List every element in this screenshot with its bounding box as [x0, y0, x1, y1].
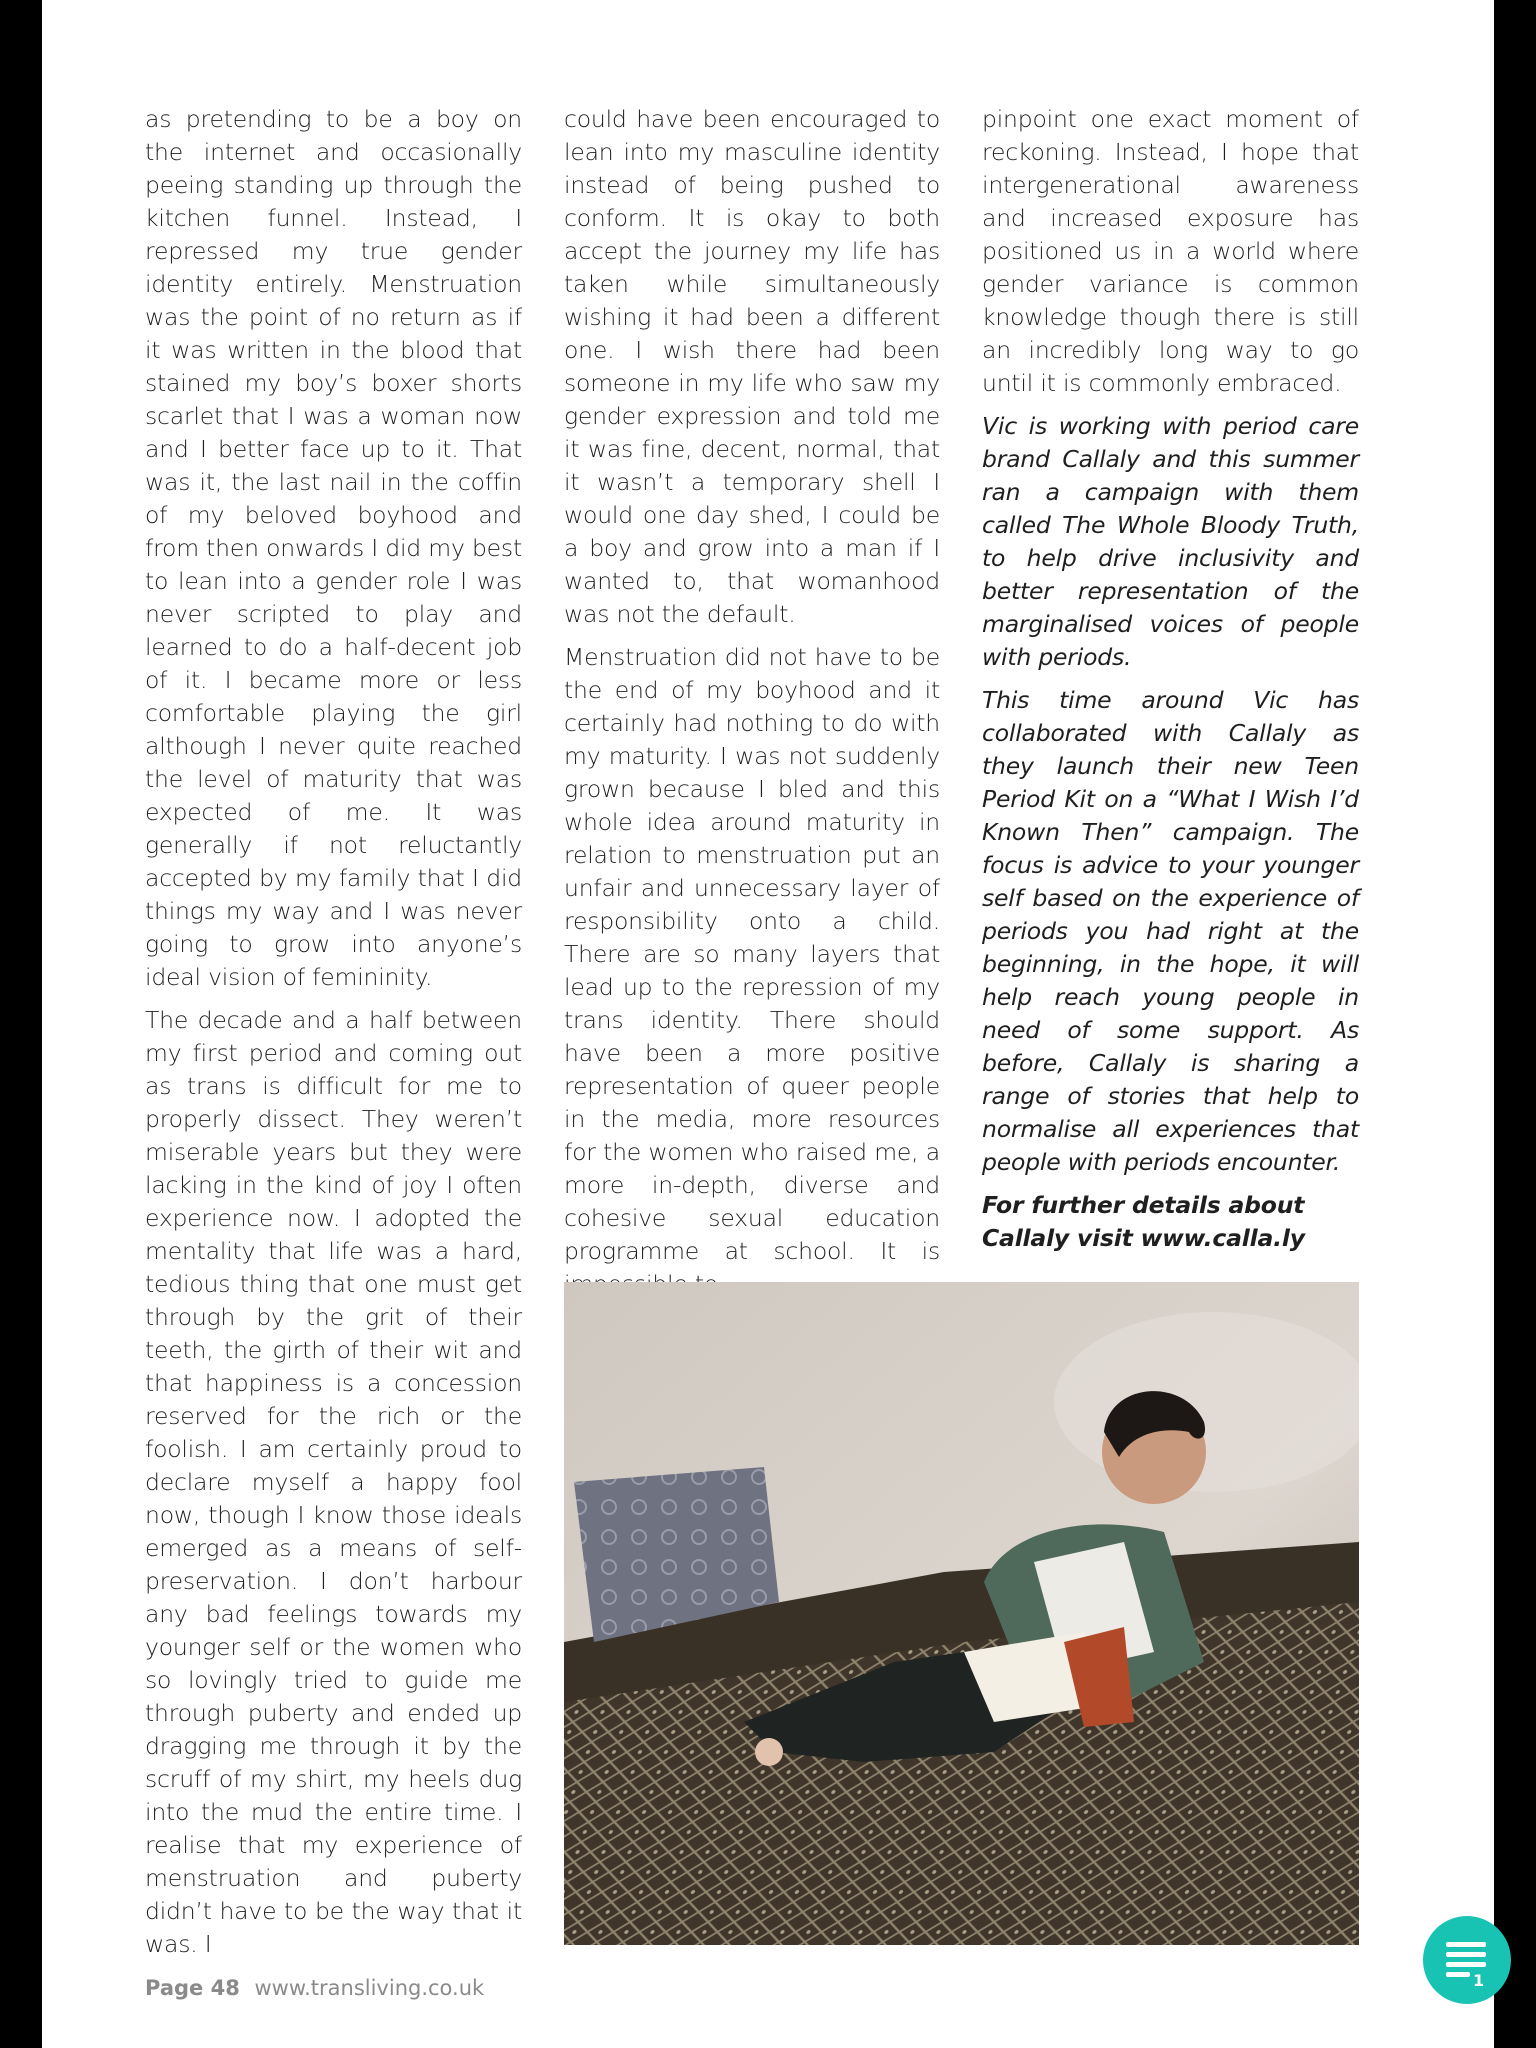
further-details: For further details about Callaly visit www.calla.ly — [982, 1191, 1305, 1252]
italic-paragraph: Vic is working with period care brand Callaly and this summer ran a campaign with them called The Whole Bloody Truth, to help drive inclusivity and better representation of the marginalised voices of people with periods. — [982, 412, 1359, 671]
paragraph: pinpoint one exact moment of reckoning. Instead, I hope that intergenerational awareness and increased exposure has positioned us in a world where gender variance is common knowledge though there is still an incredibly long way to go until it is commonly embraced. — [982, 105, 1359, 397]
paragraph: could have been encouraged to lean into my masculine identity instead of being pushed to conform. It is okay to both accept the journey my life has taken while simultaneously wishing it had been a different one. I wish there had been someone in my life who saw my gender expression and told me it was fine, decent, normal, that it wasn’t a temporary shell I would one day shed, I could be a boy and grow into a man if I wanted to, that womanhood was not the default. — [564, 105, 940, 628]
paragraph: Menstruation did not have to be the end of my boyhood and it certainly had nothing to do with my maturity. I was not suddenly grown because I bled and this whole idea around maturity in relation to menstruation put an unfair and unnecessary layer of responsibility onto a child. There are so many layers that lead up to the repression of my trans identity. There should have been a more positive representation of queer people in the media, more resources for the women who raised me, a more in-depth, diverse and cohesive sexual education programme at school. It is — [564, 643, 940, 1265]
italic-paragraph: This time around Vic has collaborated with Callaly as they launch their new Teen Period Kit on a “What I Wish I’d Known Then” campaign. The focus is advice to your younger self based on the experience of periods you had right at the beginning, in the hope, it will help reach young people in need of some support. As before, Callaly is sharing a range of stories that help to normalise all experiences that people with periods encounter. — [982, 686, 1359, 1176]
paragraph: as pretending to be a boy on the internet and occasionally peeing standing up through the kitchen funnel. Instead, I repressed my true gender identity entirely. Menstruation was the point of no return as if it was written in the blood that stained my boy’s boxer shorts scarlet that I was a woman now and I better face up to it. That was it, the last nail in the coffin of my beloved boyhood and from then onwards I did my best to lean into a gender role I was never scripted to play and learned to do a half-decent job of it. I became more or less comfortable playing the girl although I never quite reached the level of maturity that was expected of me. It was generally if not reluctantly accepted by my family that I did things my way and I was never going to grow into anyone’s ideal vision of femininity. — [145, 105, 522, 991]
menu-icon-line — [1446, 1952, 1486, 1957]
article-photo — [564, 1282, 1359, 1945]
menu-icon-line — [1446, 1962, 1486, 1967]
paragraph: The decade and a half between my first period and coming out as trans is difficult for me to properly dissect. They weren’t miserable years but they were lacking in the kind of joy I often experience now. I adopted the mentality that life was a hard, tedious thing that one must get through by the grit of their teeth, the girth of their wit and that happiness is a concession reserved for the rich or the foolish. I am certainly proud to declare myself a happy fool now, though I know those ideals emerged as a means of self-preservation. I don’t harbour any bad feelings towards my younger self or the women who so lovingly tried to guide me through puberty and ended up dragging me through it by the scruff of my shirt, my heels dug into the mud the entire time. I realise that my experience of menstruation and puberty didn’t have to be the way that it was. I — [145, 1006, 522, 1958]
website-url: www.transliving.co.uk — [254, 1976, 485, 2000]
article-column-1 — [145, 103, 522, 1971]
menu-button[interactable] — [1423, 1916, 1511, 2004]
article-column-2 — [564, 103, 940, 1311]
article-column-3 — [982, 103, 1359, 1265]
menu-icon-line — [1446, 1942, 1486, 1947]
menu-badge: 1 — [1473, 1971, 1485, 1990]
page-number: Page 48 — [145, 1976, 240, 2000]
menu-icon-line — [1446, 1972, 1470, 1977]
page-footer — [145, 1976, 484, 2000]
photo-person-reading-on-bed — [564, 1282, 1359, 1945]
magazine-page — [42, 0, 1494, 2048]
